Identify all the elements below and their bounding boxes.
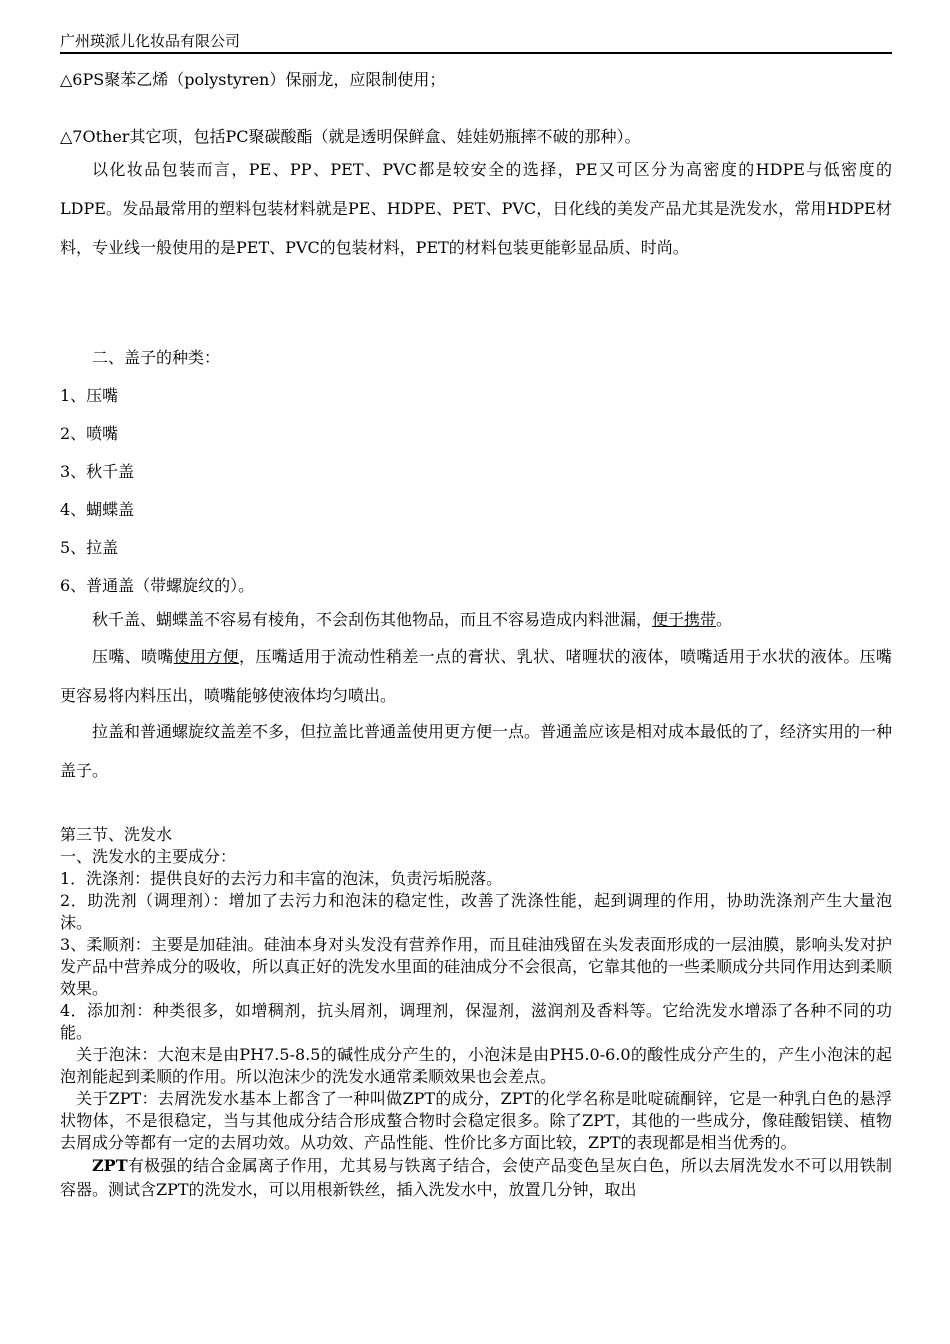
- caps-list-item: 5、拉盖: [60, 538, 119, 557]
- section-title: 第三节、洗发水: [60, 825, 173, 844]
- caps-para-2-text: 压嘴、喷嘴: [92, 647, 174, 666]
- zpt-paragraph: 关于ZPT：去屑洗发水基本上都含了一种叫做ZPT的成分，ZPT的化学名称是吡啶硫酮锌，它是一种乳白色的悬浮状物体，不是很稳定，当与其他成分结合形成螯合物时会稳定很多。除了ZPT，其他的一些成分，像硅酸铝镁、植物去屑成分等都有一定的去屑功效。从功效、产品性能、性价比多方面比较，ZPT的表现都是相当优秀的。: [60, 1089, 892, 1152]
- caps-para-1-underlined: 便于携带: [652, 610, 717, 629]
- section-subheading: 一、洗发水的主要成分：: [60, 847, 237, 866]
- ingredient-item: 4．添加剂：种类很多，如增稠剂，抗头屑剂，调理剂，保湿剂，滋润剂及香料等。它给洗发水增添了各种不同的功能。: [60, 1001, 892, 1042]
- caps-para-1-end: 。: [716, 610, 733, 629]
- shampoo-section: [60, 824, 892, 1202]
- caps-heading: 二、盖子的种类：: [92, 348, 221, 367]
- zpt-bold-label: ZPT: [92, 1156, 128, 1175]
- page-header: [60, 30, 892, 54]
- zpt-paragraph-2-text: 有极强的结合金属离子作用，尤其易与铁离子结合，会使产品变色呈灰白色，所以去屑洗发水不可以用铁制容器。测试含ZPT的洗发水，可以用根新铁丝，插入洗发水中，放置几分钟，取出: [60, 1156, 892, 1199]
- caps-list-item: 3、秋千盖: [60, 462, 135, 481]
- caps-para-1-text: 秋千盖、蝴蝶盖不容易有棱角，不会刮伤其他物品，而且不容易造成内料泄漏，: [92, 610, 653, 629]
- caps-para-1: [60, 600, 892, 639]
- caps-para-2-rest: ，压嘴适用于流动性稍差一点的膏状、乳状、啫喱状的液体，喷嘴适用于水状的液体。压嘴更容易将内料压出，喷嘴能够使液体均匀喷出。: [60, 647, 892, 705]
- zpt-paragraph-2: [60, 1154, 892, 1202]
- plastic-item-6: △6PS聚苯乙烯（polystyren）保丽龙，应限制使用；: [60, 70, 446, 89]
- caps-list-item: 6、普通盖（带螺旋纹的）。: [60, 576, 255, 595]
- caps-list: [60, 376, 892, 605]
- caps-list-item: 1、压嘴: [60, 386, 119, 405]
- caps-list-item: 2、喷嘴: [60, 424, 119, 443]
- caps-para-2-underlined: 使用方便: [173, 647, 240, 666]
- caps-list-item: 4、蝴蝶盖: [60, 500, 135, 519]
- caps-para-3: 拉盖和普通螺旋纹盖差不多，但拉盖比普通盖使用更方便一点。普通盖应该是相对成本最低的了，经济实用的一种盖子。: [60, 722, 893, 780]
- ingredient-item: 2．助洗剂（调理剂）：增加了去污力和泡沫的稳定性，改善了洗涤性能，起到调理的作用，协助洗涤剂产生大量泡沫。: [60, 891, 892, 932]
- caps-para-2: [60, 637, 892, 715]
- ingredient-item: 1．洗涤剂：提供良好的去污力和丰富的泡沫，负责污垢脱落。: [60, 869, 503, 888]
- plastic-summary: 以化妆品包装而言，PE、PP、PET、PVC都是较安全的选择，PE又可区分为高密度的HDPE与低密度的LDPE。发品最常用的塑料包装材料就是PE、HDPE、PET、PVC，日化线的美发产品尤其是洗发水，常用HDPE材料，专业线一般使用的是PET、PVC的包装材料，PET的材料包装更能彰显品质、时尚。: [60, 160, 892, 257]
- ingredient-item: 3、柔顺剂：主要是加硅油。硅油本身对头发没有营养作用，而且硅油残留在头发表面形成的一层油膜，影响头发对护发产品中营养成分的吸收，所以真正好的洗发水里面的硅油成分不会很高，它靠其他的一些柔顺成分共同作用达到柔顺效果。: [60, 935, 893, 998]
- company-name: 广州瑛派儿化妆品有限公司: [60, 32, 241, 50]
- foam-paragraph: 关于泡沫：大泡末是由PH7.5-8.5的碱性成分产生的，小泡沫是由PH5.0-6.0的酸性成分产生的，产生小泡沫的起泡剂能起到柔顺的作用。所以泡沫少的洗发水通常柔顺效果也会差点。: [60, 1045, 892, 1086]
- plastic-item-7: △7Other其它项，包括PC聚碳酸酯（就是透明保鲜盒、娃娃奶瓶摔不破的那种）。: [60, 127, 641, 146]
